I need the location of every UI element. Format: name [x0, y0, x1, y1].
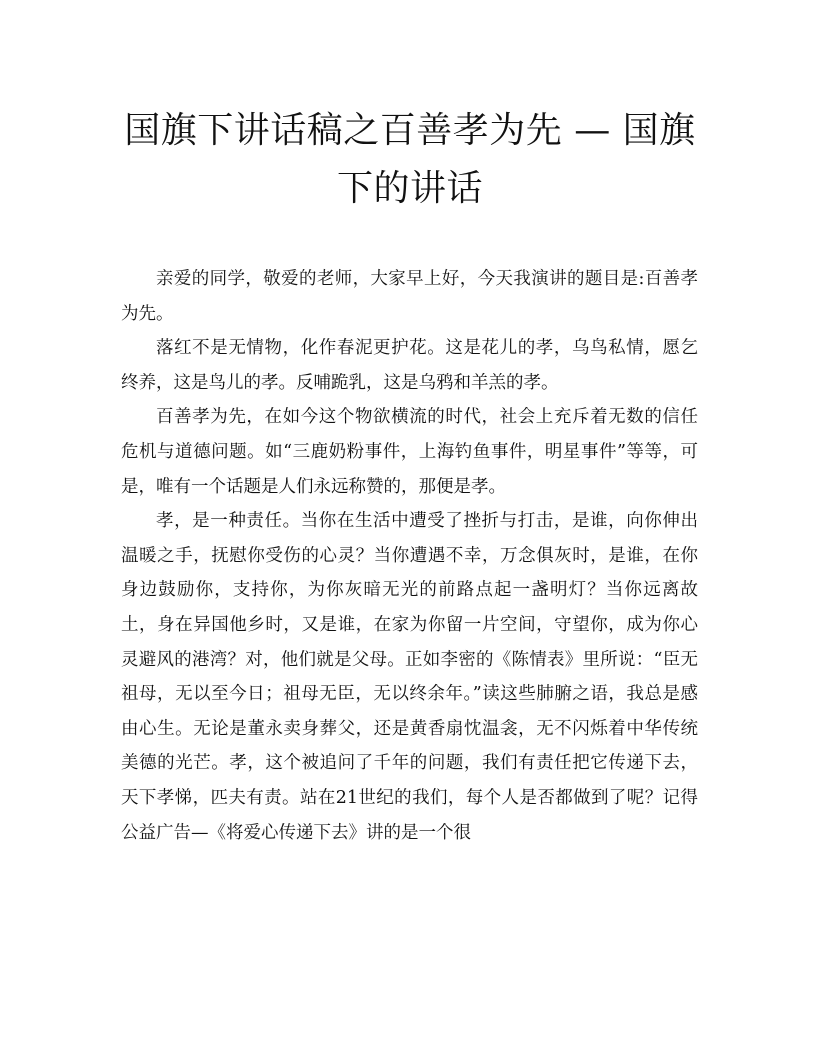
document-title: 国旗下讲话稿之百善孝为先 — 国旗下的讲话 [124, 110, 696, 209]
document-body [121, 262, 698, 850]
paragraph-3: 百善孝为先，在如今这个物欲横流的时代，社会上充斥着无数的信任危机与道德问题。如“三鹿奶粉事件，上海钓鱼事件，明星事件”等等，可是，唯有一个话题是人们永远称赞的，那便是孝。 [121, 407, 698, 497]
paragraph-4: 孝，是一种责任。当你在生活中遭受了挫折与打击，是谁，向你伸出温暖之手，抚慰你受伤的心灵？当你遭遇不幸，万念俱灰时，是谁，在你身边鼓励你，支持你，为你灰暗无光的前路点起一盏明灯？当你远离故土，身在异国他乡时，又是谁，在家为你留一片空间，守望你，成为你心灵避风的港湾？对，他们就是父母。正如李密的《陈情表》里所说：“臣无祖母，无以至今日；祖母无臣，无以终余年。”读这些肺腑之语，我总是感由心生。无论是董永卖身葬父，还是黄香扇忱温衾，无不闪烁着中华传统美德的光芒。孝，这个被追问了千年的问题，我们有责任把它传递下去，天下孝悌，匹夫有责。站在21世纪的我们，每个人是否都做到了呢？记得公益广告—《将爱心传递下去》讲的是一个很 [121, 511, 698, 843]
paragraph-1: 亲爱的同学，敬爱的老师，大家早上好，今天我演讲的题目是:百善孝为先。 [121, 269, 698, 324]
paragraph-2: 落红不是无情物，化作春泥更护花。这是花儿的孝，乌鸟私情，愿乞终养，这是鸟儿的孝。反哺跪乳，这是乌鸦和羊羔的孝。 [121, 338, 698, 393]
